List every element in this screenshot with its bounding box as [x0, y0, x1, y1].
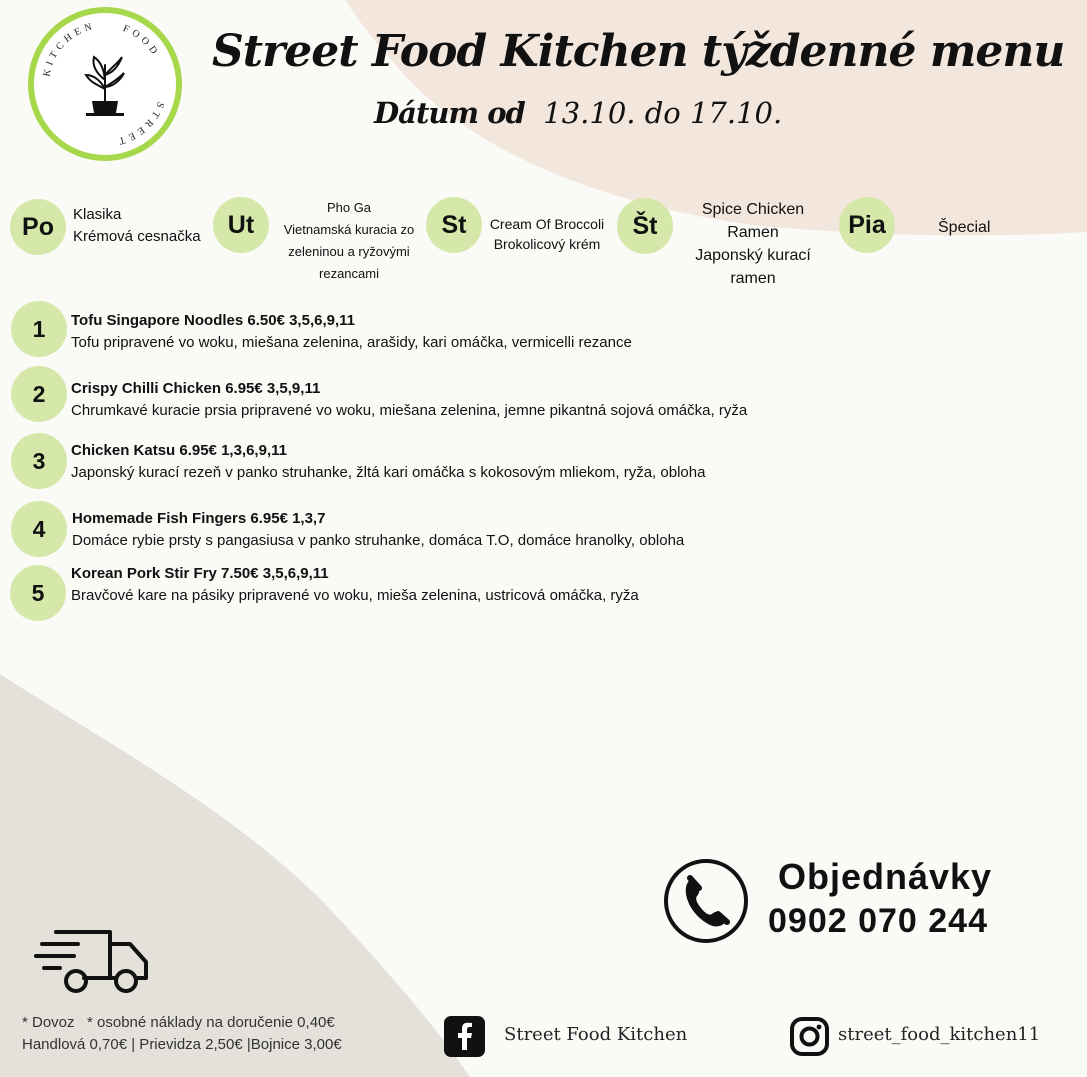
dish-name: Crispy Chilli Chicken 6.95€ 3,5,9,11 [71, 380, 321, 397]
dish-description: Domáce rybie prsty s pangasiusa v panko struhanke, domáca T.O, domáce hranolky, obloha [72, 532, 685, 549]
logo [26, 5, 184, 163]
soup-ut: Pho Ga Vietnamská kuracia zo zeleninou a ryžovými rezancami [283, 200, 415, 281]
svg-text:STREET: STREET [113, 100, 166, 148]
dish-name: Chicken Katsu 6.95€ 1,3,6,9,11 [71, 442, 287, 459]
dish-number-3: 3 [11, 433, 67, 489]
pot-shape [92, 101, 118, 113]
facebook-icon[interactable] [444, 1016, 485, 1057]
facebook-link[interactable]: Street Food Kitchen [504, 1024, 688, 1045]
soup-stv: Spice Chicken Ramen Japonský kurací ramen [695, 201, 811, 287]
date-range: 13.10. do 17.10. [543, 96, 783, 130]
dish-description: Chrumkavé kuracie prsia pripravené vo woku, miešana zelenina, jemne pikantná sojová omáčka, ryža [71, 402, 748, 419]
delivery-info [22, 1012, 342, 1056]
order-label: Objednávky [778, 856, 993, 897]
soup-st: Cream Of Broccoli Brokolicový krém [489, 216, 605, 252]
menu-title: Street Food Kitchen týždenné menu [212, 26, 1065, 77]
instagram-link[interactable]: street_food_kitchen11 [838, 1024, 1041, 1045]
soup-po: Klasika Krémová cesnačka [73, 206, 201, 245]
dish-name: Tofu Singapore Noodles 6.50€ 3,5,6,9,11 [71, 312, 355, 329]
day-badge-stv: Št [617, 198, 673, 254]
dish-name: Korean Pork Stir Fry 7.50€ 3,5,6,9,11 [71, 565, 329, 582]
dish-item-5 [71, 563, 639, 607]
dish-item-4 [72, 508, 684, 552]
dish-number-1: 1 [11, 301, 67, 357]
phone-icon [662, 857, 750, 945]
day-badge-pia: Pia [839, 197, 895, 253]
soup-pia: Špecial [938, 219, 991, 236]
dish-item-2 [71, 378, 747, 422]
day-badge-ut: Ut [213, 197, 269, 253]
dish-name: Homemade Fish Fingers 6.95€ 1,3,7 [72, 510, 326, 527]
delivery-line-2: Handlová 0,70€ | Prievidza 2,50€ |Bojnice 3,00€ [22, 1036, 342, 1053]
dish-number-5: 5 [10, 565, 66, 621]
delivery-truck-icon [34, 926, 154, 998]
dish-description: Bravčové kare na pásiky pripravené vo woku, mieša zelenina, ustricová omáčka, ryža [71, 587, 639, 604]
dish-item-3 [71, 440, 705, 484]
day-badge-st: St [426, 197, 482, 253]
dish-description: Tofu pripravené vo woku, miešana zelenina, arašidy, kari omáčka, vermicelli rezance [71, 334, 632, 351]
svg-text:FOOD: FOOD [121, 23, 162, 60]
day-badge-po: Po [10, 199, 66, 255]
dish-item-1 [71, 310, 632, 354]
delivery-line-1: * Dovoz * osobné náklady na doručenie 0,40€ [22, 1014, 335, 1031]
dish-description: Japonský kurací rezeň v panko struhanke, žltá kari omáčka s kokosovým mliekom, ryža, obloha [71, 464, 706, 481]
instagram-icon[interactable] [789, 1016, 830, 1057]
date-label: Dátum od [374, 96, 525, 130]
date-range-line [374, 96, 782, 130]
dish-number-2: 2 [11, 366, 67, 422]
dish-number-4: 4 [11, 501, 67, 557]
logo-ring-text: KITCHEN [41, 20, 97, 78]
order-phone-number[interactable]: 0902 070 244 [768, 902, 988, 940]
